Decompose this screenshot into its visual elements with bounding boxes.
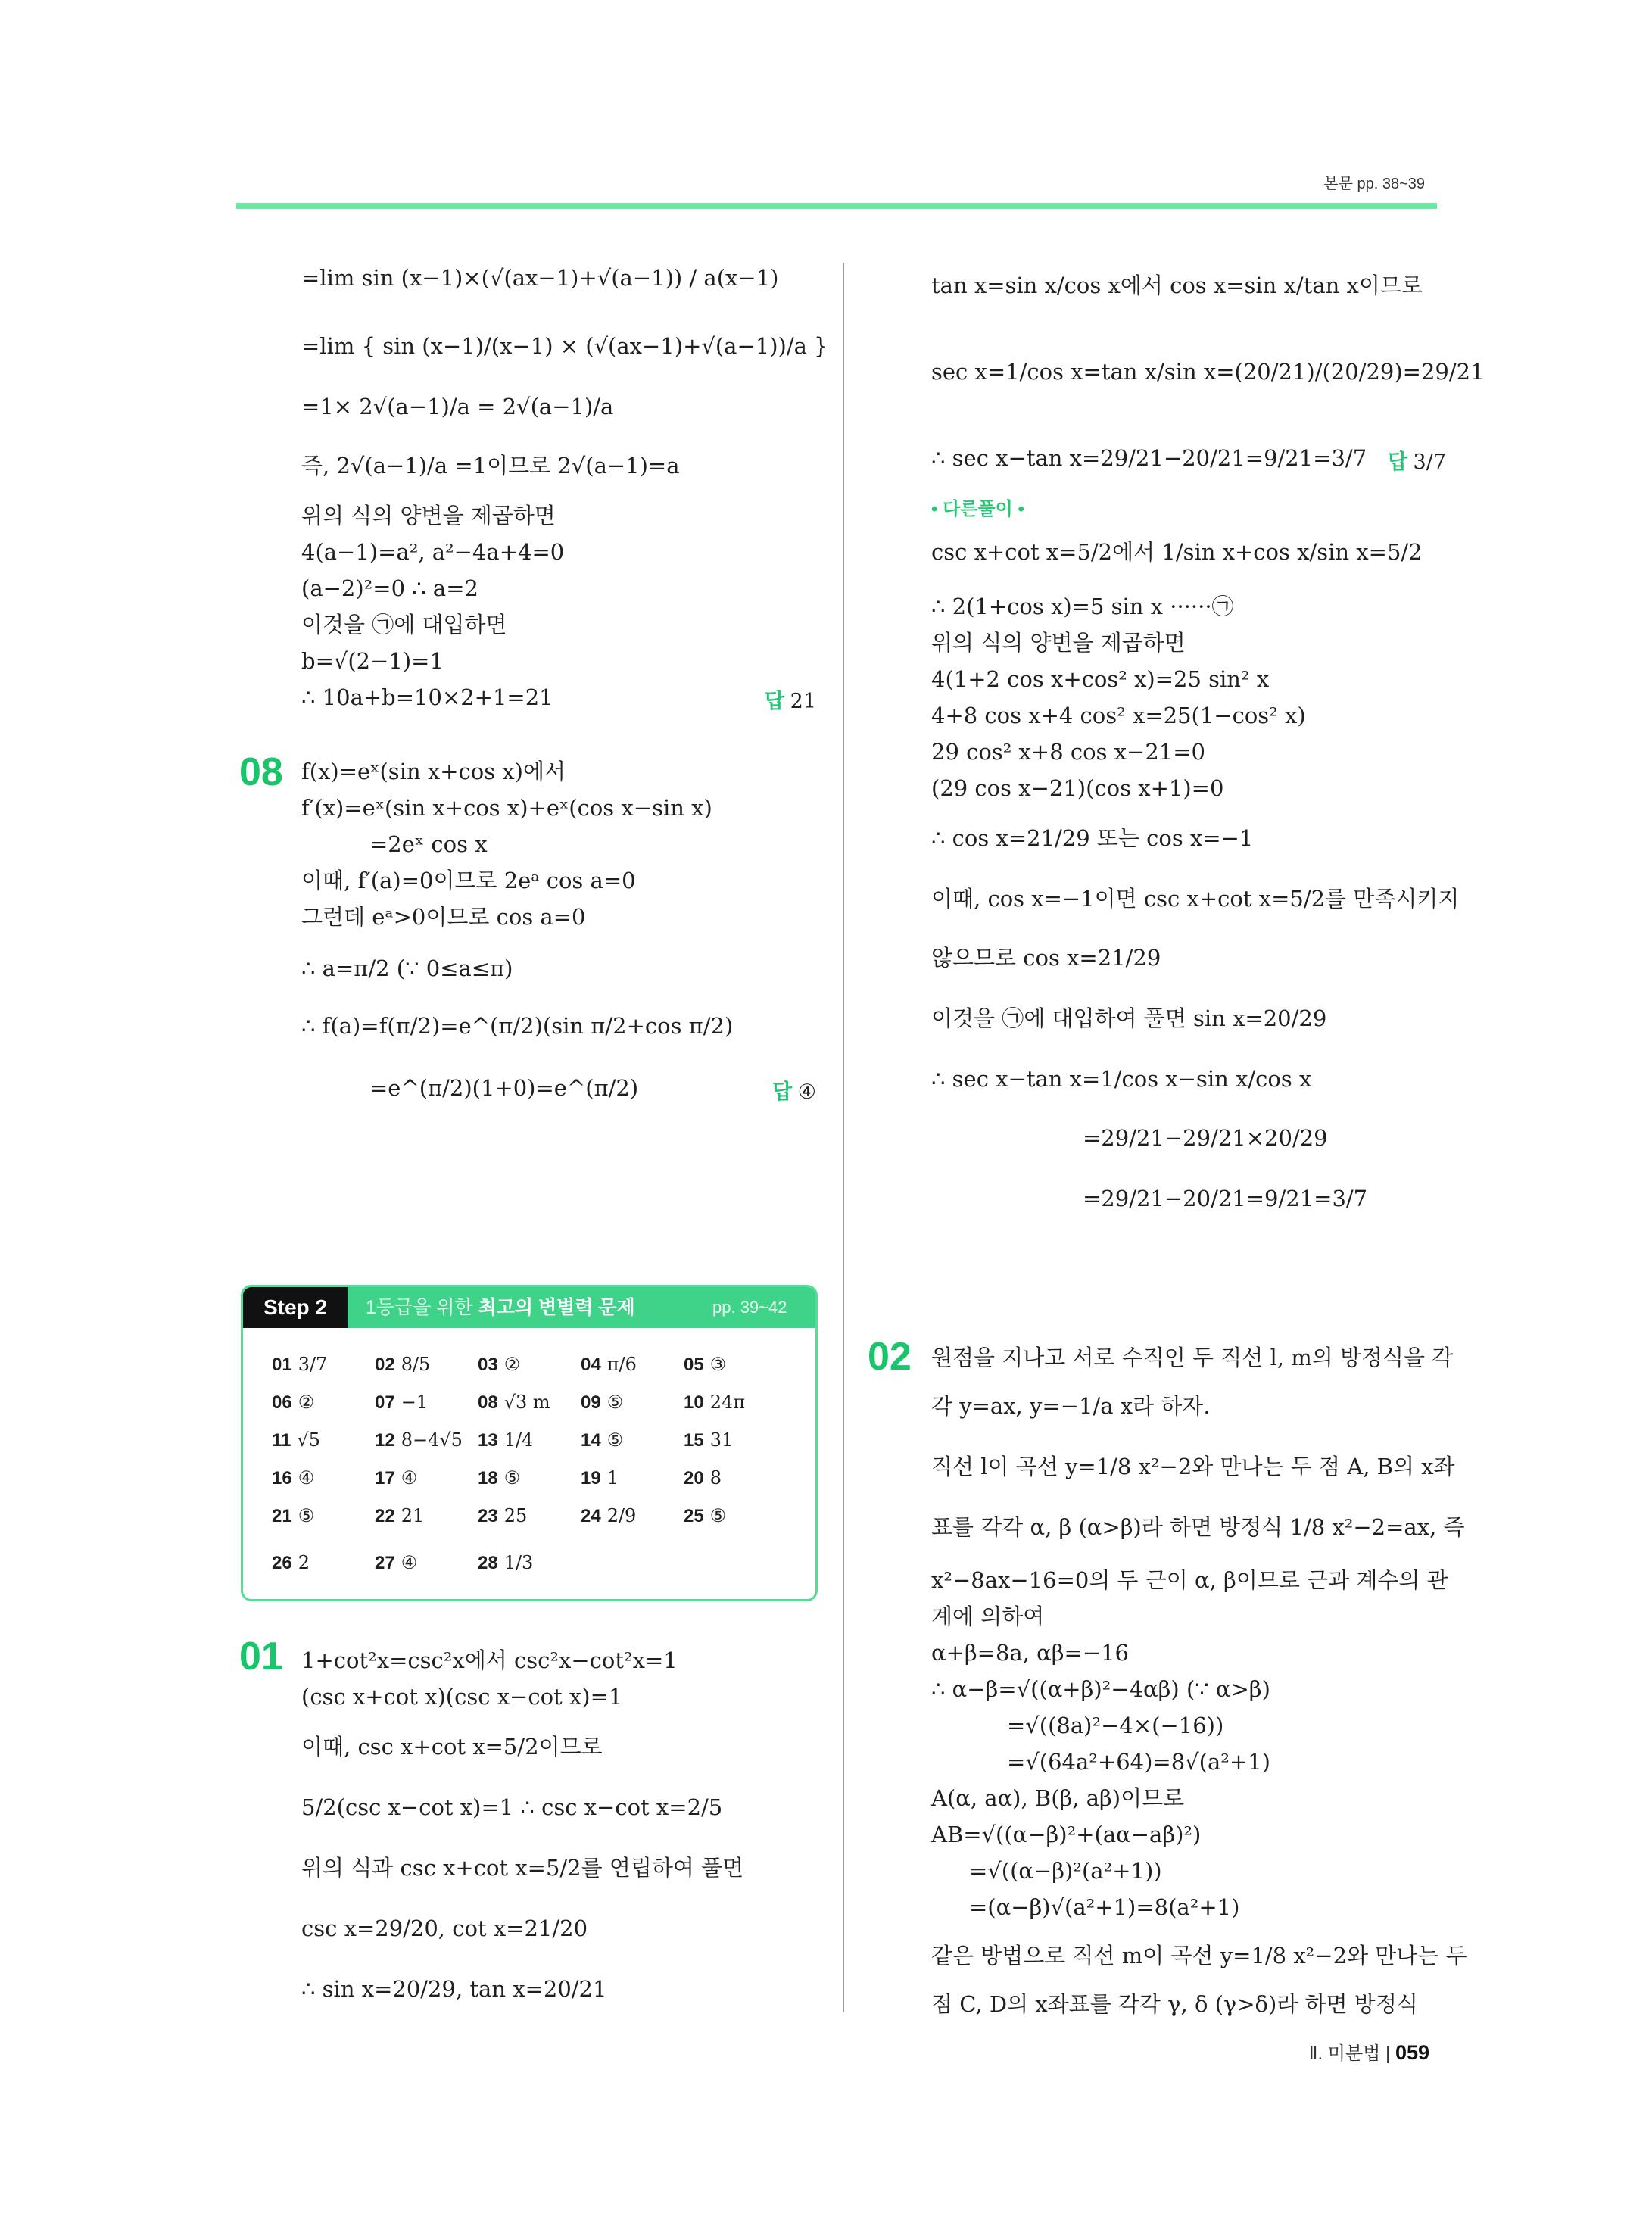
p08-line: f′(x)=eˣ(sin x+cos x)+eˣ(cos x−sin x): [301, 795, 712, 821]
step2-title-bold: 최고의 변별력 문제: [478, 1297, 635, 1318]
intro-line: =1× 2√(a−1)/a = 2√(a−1)/a: [301, 394, 614, 419]
step2-tag: Step 2: [243, 1287, 348, 1328]
answer-item-number: 17: [375, 1468, 395, 1488]
answer-item-number: 07: [375, 1392, 395, 1413]
r-line: ∴ sec x−tan x=29/21−20/21=9/21=3/7: [931, 445, 1367, 471]
p02-line: 같은 방법으로 직선 m이 곡선 y=1/8 x²−2와 만나는 두: [931, 1943, 1467, 1968]
answer-value: 21: [790, 690, 816, 713]
alt-line: (29 cos x−21)(cos x+1)=0: [931, 775, 1224, 801]
answer-item-value: ⑤: [503, 1467, 521, 1488]
p02-line: x²−8ax−16=0의 두 근이 α, β이므로 근과 계수의 관: [931, 1567, 1448, 1593]
answer-item-number: 04: [581, 1354, 601, 1375]
p02-line: =√((8a)²−4×(−16)): [1007, 1713, 1224, 1738]
answer-item-value: 21: [401, 1505, 425, 1526]
answer-item-number: 14: [581, 1430, 601, 1451]
answer-item-value: −1: [401, 1392, 429, 1413]
answer-item-value: 2/9: [606, 1505, 637, 1526]
p02-line: =√(64a²+64)=8√(a²+1): [1007, 1749, 1270, 1775]
step2-title-pre: 1등급을 위한: [366, 1297, 473, 1318]
intro-line: =lim { sin (x−1)/(x−1) × (√(ax−1)+√(a−1))/a }: [301, 333, 828, 359]
answer-item-number: 23: [478, 1506, 498, 1526]
p01-line: (csc x+cot x)(csc x−cot x)=1: [301, 1684, 623, 1710]
answer-value: ④: [797, 1080, 816, 1104]
answer-item-value: ④: [298, 1467, 315, 1488]
p02-line: 표를 각각 α, β (α>β)라 하면 방정식 1/8 x²−2=ax, 즉: [931, 1514, 1465, 1540]
p02-line: α+β=8a, αβ=−16: [931, 1640, 1129, 1666]
problem-number-01: 01: [239, 1635, 283, 1679]
step2-pages: pp. 39~42: [712, 1298, 787, 1317]
p01-line: ∴ sin x=20/29, tan x=20/21: [301, 1976, 607, 2002]
alt-line: 4+8 cos x+4 cos² x=25(1−cos² x): [931, 703, 1306, 728]
answer-item-value: 1: [606, 1467, 619, 1488]
answer-item-value: √5: [297, 1429, 320, 1451]
answer-label: 답: [765, 690, 785, 712]
p08-line: =e^(π/2)(1+0)=e^(π/2): [369, 1075, 639, 1101]
answer-item-value: √3 m: [503, 1392, 550, 1413]
alt-line: =29/21−20/21=9/21=3/7: [1083, 1186, 1368, 1211]
answer-item-number: 19: [581, 1468, 601, 1488]
answer-item-number: 16: [272, 1468, 292, 1488]
alt-line: ∴ sec x−tan x=1/cos x−sin x/cos x: [931, 1066, 1312, 1092]
answer-item-number: 11: [272, 1430, 291, 1451]
answer-item-value: 24π: [709, 1392, 746, 1413]
r-line: tan x=sin x/cos x에서 cos x=sin x/tan x이므로: [931, 273, 1423, 298]
p08-line: 그런데 eᵃ>0이므로 cos a=0: [301, 904, 586, 930]
p02-line: 점 C, D의 x좌표를 각각 γ, δ (γ>δ)라 하면 방정식: [931, 1991, 1418, 2017]
p01-line: 1+cot²x=csc²x에서 csc²x−cot²x=1: [301, 1647, 678, 1673]
intro-line: (a−2)²=0 ∴ a=2: [301, 575, 478, 601]
answer-item-value: 8: [709, 1467, 722, 1488]
answer-label: 답: [1387, 450, 1408, 473]
p02-line: 원점을 지나고 서로 수직인 두 직선 l, m의 방정식을 각: [931, 1345, 1454, 1370]
answer-item-value: 1/4: [503, 1429, 534, 1451]
p08-line: f(x)=eˣ(sin x+cos x)에서: [301, 759, 566, 784]
intro-line: b=√(2−1)=1: [301, 648, 444, 674]
answer-item-value: ③: [709, 1354, 727, 1375]
alt-line: 4(1+2 cos x+cos² x)=25 sin² x: [931, 666, 1270, 692]
answer-item-value: ④: [401, 1467, 418, 1488]
alt-line: =29/21−29/21×20/29: [1083, 1125, 1328, 1151]
p02-line: AB=√((α−β)²+(aα−aβ)²): [931, 1822, 1202, 1847]
answer-item-value: ②: [503, 1354, 521, 1375]
answer-item-value: ④: [401, 1552, 418, 1573]
alt-solution-label: • 다른풀이 •: [931, 499, 1024, 519]
answer-item-number: 21: [272, 1506, 292, 1526]
problem-01-body: [301, 0, 816, 2235]
answer-item-value: ②: [298, 1392, 315, 1413]
answer-item-number: 09: [581, 1392, 601, 1413]
p01-line: 5/2(csc x−cot x)=1 ∴ csc x−cot x=2/5: [301, 1794, 723, 1820]
answer-value: 3/7: [1413, 450, 1446, 474]
p08-line: ∴ a=π/2 (∵ 0≤a≤π): [301, 955, 513, 981]
answer-item-number: 18: [478, 1468, 498, 1488]
footer: Ⅱ. 미분법 | 059: [1308, 2041, 1429, 2064]
r-line: sec x=1/cos x=tan x/sin x=(20/21)/(20/29)=29/21: [931, 359, 1485, 385]
p02-line: A(α, aα), B(β, aβ)이므로: [931, 1785, 1185, 1811]
answer-item-number: 01: [272, 1354, 292, 1375]
p08-line: =2eˣ cos x: [369, 831, 488, 857]
p02-line: 각 y=ax, y=−1/a x라 하자.: [931, 1393, 1211, 1419]
answer-item-value: 1/3: [503, 1552, 534, 1573]
header-page-ref: 본문 pp. 38~39: [1323, 176, 1425, 192]
answer-item-number: 24: [581, 1506, 601, 1526]
answer-item-number: 03: [478, 1354, 498, 1375]
answer-item-value: ⑤: [298, 1505, 315, 1526]
problem-02-body: [931, 0, 1467, 2235]
answer-item-value: 31: [709, 1429, 734, 1451]
problem-number-08: 08: [239, 750, 283, 794]
answer-item-value: 8/5: [401, 1354, 431, 1375]
alt-line: 위의 식의 양변을 제곱하면: [931, 630, 1186, 656]
intro-line: 즉, 2√(a−1)/a =1이므로 2√(a−1)=a: [301, 453, 680, 478]
p02-line: 계에 의하여: [931, 1604, 1045, 1629]
alt-line: 않으므로 cos x=21/29: [931, 945, 1161, 971]
answer-item-value: ⑤: [709, 1505, 727, 1526]
p02-line: =√((α−β)²(a²+1)): [969, 1858, 1162, 1884]
p01-line: 이때, csc x+cot x=5/2이므로: [301, 1734, 603, 1760]
answer-item-number: 25: [684, 1506, 704, 1526]
alt-line: 29 cos² x+8 cos x−21=0: [931, 739, 1205, 765]
p02-line: 직선 l이 곡선 y=1/8 x²−2와 만나는 두 점 A, B의 x좌: [931, 1454, 1455, 1479]
answer-item-value: 8−4√5: [401, 1429, 463, 1451]
answer-item-number: 12: [375, 1430, 395, 1451]
intro-line: 4(a−1)=a², a²−4a+4=0: [301, 539, 565, 565]
alt-line: 이때, cos x=−1이면 csc x+cot x=5/2를 만족시키지: [931, 886, 1460, 912]
answer-label: 답: [772, 1080, 793, 1103]
p01-line: 위의 식과 csc x+cot x=5/2를 연립하여 풀면: [301, 1855, 744, 1881]
answer-item-value: π/6: [606, 1354, 637, 1375]
alt-line: ∴ cos x=21/29 또는 cos x=−1: [931, 825, 1254, 851]
answer-item-value: 3/7: [298, 1354, 328, 1375]
column-divider: [843, 263, 844, 2012]
p02-line: ∴ α−β=√((α+β)²−4αβ) (∵ α>β): [931, 1676, 1270, 1702]
answer-item-number: 08: [478, 1392, 498, 1413]
answer-item-number: 10: [684, 1392, 704, 1413]
intro-line: 위의 식의 양변을 제곱하면: [301, 503, 556, 528]
p02-line: =(α−β)√(a²+1)=8(a²+1): [969, 1894, 1240, 1920]
answer-item-number: 28: [478, 1553, 498, 1573]
answer-item-value: ⑤: [606, 1429, 624, 1451]
answer-item-number: 22: [375, 1506, 395, 1526]
answer-item-number: 27: [375, 1553, 395, 1573]
answer-item-value: 25: [503, 1505, 528, 1526]
answer-item-value: ⑤: [606, 1392, 624, 1413]
intro-line: 이것을 ㉠에 대입하면: [301, 612, 507, 637]
alt-line: ∴ 2(1+cos x)=5 sin x ······㉠: [931, 594, 1234, 619]
p08-line: ∴ f(a)=f(π/2)=e^(π/2)(sin π/2+cos π/2): [301, 1013, 734, 1039]
answer-item-number: 06: [272, 1392, 292, 1413]
answer-item-number: 26: [272, 1553, 292, 1573]
page-number: 059: [1395, 2041, 1429, 2064]
answer-item-value: 2: [298, 1552, 310, 1573]
intro-line: =lim sin (x−1)×(√(ax−1)+√(a−1)) / a(x−1): [301, 265, 779, 291]
alt-line: 이것을 ㉠에 대입하여 풀면 sin x=20/29: [931, 1005, 1327, 1031]
answer-item-number: 20: [684, 1468, 704, 1488]
footer-section: Ⅱ. 미분법: [1308, 2043, 1381, 2064]
answer-item-number: 05: [684, 1354, 704, 1375]
p01-line: csc x=29/20, cot x=21/20: [301, 1915, 588, 1941]
intro-line: ∴ 10a+b=10×2+1=21: [301, 684, 553, 710]
answer-item-number: 02: [375, 1354, 395, 1375]
p08-line: 이때, f′(a)=0이므로 2eᵃ cos a=0: [301, 868, 636, 893]
answer-item-number: 15: [684, 1430, 704, 1451]
alt-line: csc x+cot x=5/2에서 1/sin x+cos x/sin x=5/2: [931, 539, 1423, 565]
problem-number-02: 02: [868, 1335, 912, 1379]
answer-item-number: 13: [478, 1430, 498, 1451]
